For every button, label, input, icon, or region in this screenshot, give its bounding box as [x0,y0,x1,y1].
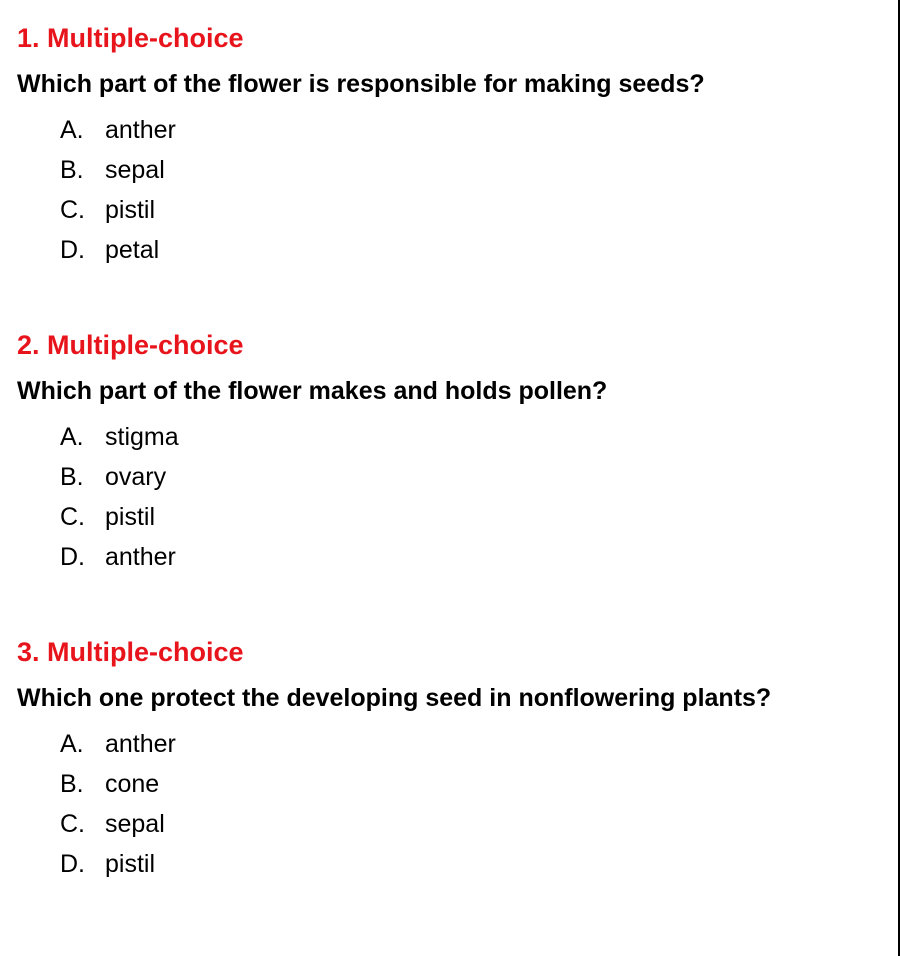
options-list [17,724,887,884]
option-text: ovary [105,462,167,491]
option-text: sepal [105,809,165,838]
question-3 [17,636,887,884]
option-a[interactable] [17,724,887,764]
question-1 [17,22,887,270]
option-c[interactable] [17,497,887,537]
option-text: cone [105,769,160,798]
option-d[interactable] [17,230,887,270]
option-text: pistil [105,195,156,224]
option-letter: A. [60,115,84,144]
option-c[interactable] [17,190,887,230]
option-b[interactable] [17,764,887,804]
option-text: pistil [105,502,156,531]
option-letter: D. [60,849,85,878]
question-text: Which part of the flower makes and holds pollen? [17,377,608,405]
option-text: anther [105,115,176,144]
option-text: pistil [105,849,156,878]
option-letter: D. [60,542,85,571]
option-letter: B. [60,462,84,491]
option-text: sepal [105,155,165,184]
question-text: Which part of the flower is responsible for making seeds? [17,70,705,98]
question-heading: 3. Multiple-choice [17,637,244,667]
option-text: petal [105,235,160,264]
option-a[interactable] [17,417,887,457]
option-letter: C. [60,502,85,531]
option-text: anther [105,542,176,571]
option-text: stigma [105,422,179,451]
option-d[interactable] [17,537,887,577]
option-letter: C. [60,809,85,838]
option-a[interactable] [17,110,887,150]
question-text: Which one protect the developing seed in nonflowering plants? [17,684,772,712]
option-b[interactable] [17,457,887,497]
option-letter: B. [60,155,84,184]
question-2 [17,329,887,577]
option-letter: C. [60,195,85,224]
option-letter: A. [60,422,84,451]
option-text: anther [105,729,176,758]
option-b[interactable] [17,150,887,190]
option-letter: A. [60,729,84,758]
option-letter: B. [60,769,84,798]
question-heading: 1. Multiple-choice [17,23,244,53]
options-list [17,417,887,577]
option-d[interactable] [17,844,887,884]
option-c[interactable] [17,804,887,844]
option-letter: D. [60,235,85,264]
question-heading: 2. Multiple-choice [17,330,244,360]
options-list [17,110,887,270]
